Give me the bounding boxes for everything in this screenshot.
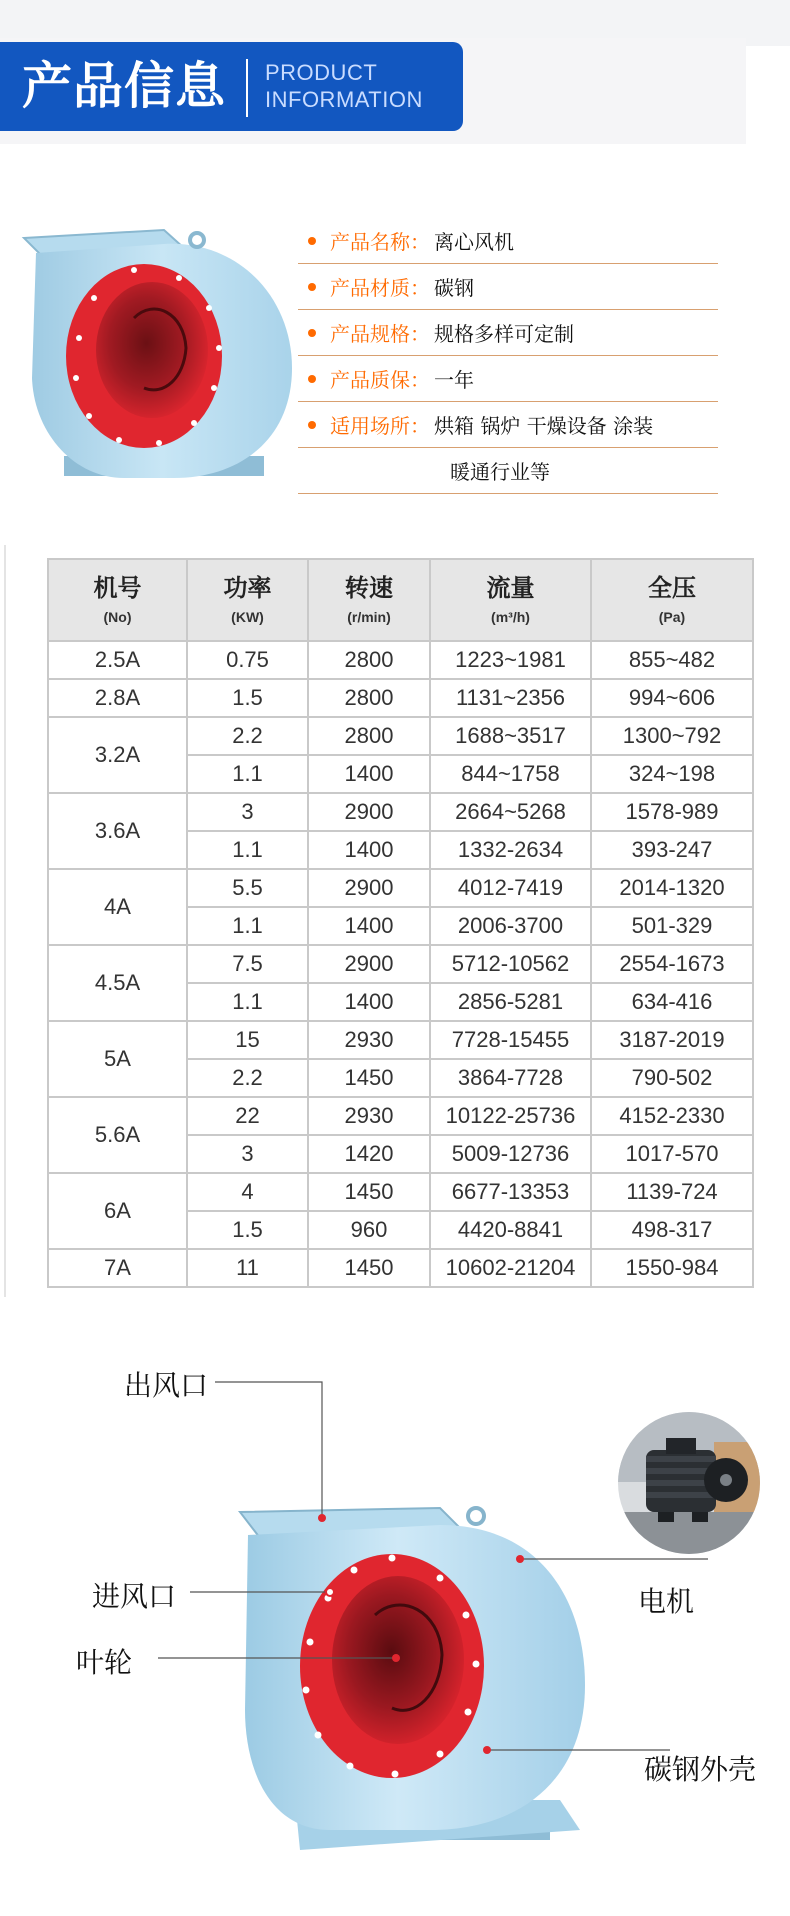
cell-pressure: 393-247 bbox=[591, 831, 753, 869]
cell-flow: 7728-15455 bbox=[430, 1021, 591, 1059]
header-model: 机号 (No) bbox=[48, 559, 187, 641]
cell-flow: 844~1758 bbox=[430, 755, 591, 793]
bullet-dot bbox=[308, 237, 316, 245]
cell-model: 3.6A bbox=[48, 793, 187, 869]
fan-product-image bbox=[14, 228, 294, 496]
cell-pressure: 790-502 bbox=[591, 1059, 753, 1097]
cell-speed: 1400 bbox=[308, 907, 430, 945]
cell-speed: 2930 bbox=[308, 1097, 430, 1135]
table-row bbox=[48, 1097, 753, 1135]
cell-power: 1.1 bbox=[187, 907, 308, 945]
info-value: 暖通行业等 bbox=[450, 460, 550, 484]
cell-pressure: 3187-2019 bbox=[591, 1021, 753, 1059]
cell-flow: 4420-8841 bbox=[430, 1211, 591, 1249]
table-row bbox=[48, 1249, 753, 1287]
cell-pressure: 1017-570 bbox=[591, 1135, 753, 1173]
info-label: 产品质保： bbox=[330, 368, 430, 392]
cell-pressure: 1300~792 bbox=[591, 717, 753, 755]
cell-speed: 1450 bbox=[308, 1059, 430, 1097]
cell-model: 5A bbox=[48, 1021, 187, 1097]
header-pressure: 全压 (Pa) bbox=[591, 559, 753, 641]
cell-model: 5.6A bbox=[48, 1097, 187, 1173]
bullet-dot bbox=[308, 283, 316, 291]
cell-power: 1.1 bbox=[187, 755, 308, 793]
header-power: 功率 (KW) bbox=[187, 559, 308, 641]
bullet-dot bbox=[308, 329, 316, 337]
info-value: 烘箱 锅炉 干燥设备 涂装 bbox=[434, 414, 654, 438]
cell-power: 11 bbox=[187, 1249, 308, 1287]
cell-power: 0.75 bbox=[187, 641, 308, 679]
table-row bbox=[48, 793, 753, 831]
cell-speed: 2800 bbox=[308, 641, 430, 679]
left-divider bbox=[4, 545, 6, 1297]
subtitle-line-1: PRODUCT bbox=[265, 60, 378, 85]
info-row-application bbox=[298, 402, 718, 448]
banner-divider bbox=[246, 59, 248, 117]
impeller-marker bbox=[392, 1654, 400, 1662]
table-row bbox=[48, 945, 753, 983]
table-row bbox=[48, 1021, 753, 1059]
cell-power: 7.5 bbox=[187, 945, 308, 983]
cell-pressure: 2014-1320 bbox=[591, 869, 753, 907]
cell-flow: 5009-12736 bbox=[430, 1135, 591, 1173]
cell-flow: 5712-10562 bbox=[430, 945, 591, 983]
cell-speed: 1420 bbox=[308, 1135, 430, 1173]
cell-power: 1.1 bbox=[187, 831, 308, 869]
header-speed: 转速 (r/min) bbox=[308, 559, 430, 641]
cell-power: 1.5 bbox=[187, 679, 308, 717]
cell-pressure: 994~606 bbox=[591, 679, 753, 717]
cell-flow: 2664~5268 bbox=[430, 793, 591, 831]
cell-pressure: 1578-989 bbox=[591, 793, 753, 831]
cell-speed: 2930 bbox=[308, 1021, 430, 1059]
table-row bbox=[48, 641, 753, 679]
outlet-leader-line bbox=[215, 1382, 322, 1518]
info-row-application-cont bbox=[298, 448, 718, 494]
table-header-row bbox=[48, 559, 753, 641]
info-row-warranty bbox=[298, 356, 718, 402]
label-housing: 碳钢外壳 bbox=[644, 1753, 757, 1786]
info-label: 产品规格： bbox=[330, 322, 430, 346]
table-row bbox=[48, 717, 753, 755]
subtitle-line-2: INFORMATION bbox=[265, 87, 423, 112]
table-body bbox=[48, 641, 753, 1287]
cell-flow: 1131~2356 bbox=[430, 679, 591, 717]
table-row bbox=[48, 1173, 753, 1211]
cell-pressure: 498-317 bbox=[591, 1211, 753, 1249]
cell-flow: 10122-25736 bbox=[430, 1097, 591, 1135]
outlet-marker bbox=[318, 1514, 326, 1522]
section-subtitle bbox=[265, 59, 423, 113]
cell-power: 5.5 bbox=[187, 869, 308, 907]
label-outlet: 出风口 bbox=[124, 1369, 209, 1402]
cell-flow: 1223~1981 bbox=[430, 641, 591, 679]
housing-marker bbox=[483, 1746, 491, 1754]
cell-flow: 2856-5281 bbox=[430, 983, 591, 1021]
info-row-material bbox=[298, 264, 718, 310]
cell-model: 7A bbox=[48, 1249, 187, 1287]
product-info-list bbox=[298, 218, 718, 494]
cell-speed: 2900 bbox=[308, 945, 430, 983]
cell-speed: 1450 bbox=[308, 1249, 430, 1287]
cell-flow: 2006-3700 bbox=[430, 907, 591, 945]
table-row bbox=[48, 869, 753, 907]
cell-pressure: 855~482 bbox=[591, 641, 753, 679]
info-label: 产品名称： bbox=[330, 230, 430, 254]
label-impeller: 叶轮 bbox=[76, 1646, 133, 1679]
motor-marker bbox=[516, 1555, 524, 1563]
cell-pressure: 324~198 bbox=[591, 755, 753, 793]
spec-table bbox=[47, 558, 754, 1288]
bullet-dot bbox=[308, 421, 316, 429]
info-value: 一年 bbox=[434, 368, 474, 392]
cell-speed: 2800 bbox=[308, 679, 430, 717]
cell-pressure: 1139-724 bbox=[591, 1173, 753, 1211]
info-row-spec bbox=[298, 310, 718, 356]
info-row-name bbox=[298, 218, 718, 264]
cell-power: 4 bbox=[187, 1173, 308, 1211]
cell-model: 4A bbox=[48, 869, 187, 945]
cell-power: 2.2 bbox=[187, 1059, 308, 1097]
cell-model: 3.2A bbox=[48, 717, 187, 793]
cell-speed: 1450 bbox=[308, 1173, 430, 1211]
cell-flow: 1688~3517 bbox=[430, 717, 591, 755]
cell-pressure: 634-416 bbox=[591, 983, 753, 1021]
info-value: 离心风机 bbox=[434, 230, 514, 254]
cell-power: 3 bbox=[187, 793, 308, 831]
cell-pressure: 2554-1673 bbox=[591, 945, 753, 983]
cell-flow: 10602-21204 bbox=[430, 1249, 591, 1287]
cell-speed: 1400 bbox=[308, 983, 430, 1021]
cell-model: 4.5A bbox=[48, 945, 187, 1021]
cell-power: 15 bbox=[187, 1021, 308, 1059]
cell-speed: 2800 bbox=[308, 717, 430, 755]
cell-pressure: 1550-984 bbox=[591, 1249, 753, 1287]
info-value: 规格多样可定制 bbox=[434, 322, 574, 346]
bullet-dot bbox=[308, 375, 316, 383]
cell-flow: 1332-2634 bbox=[430, 831, 591, 869]
header-flow: 流量 (m³/h) bbox=[430, 559, 591, 641]
label-inlet: 进风口 bbox=[92, 1580, 177, 1613]
cell-speed: 1400 bbox=[308, 755, 430, 793]
table-row bbox=[48, 679, 753, 717]
cell-speed: 1400 bbox=[308, 831, 430, 869]
cell-pressure: 4152-2330 bbox=[591, 1097, 753, 1135]
info-label: 产品材质： bbox=[330, 276, 430, 300]
cell-model: 6A bbox=[48, 1173, 187, 1249]
cell-power: 1.5 bbox=[187, 1211, 308, 1249]
cell-speed: 2900 bbox=[308, 793, 430, 831]
inlet-marker bbox=[326, 1588, 334, 1596]
cell-flow: 4012-7419 bbox=[430, 869, 591, 907]
cell-power: 22 bbox=[187, 1097, 308, 1135]
label-motor: 电机 bbox=[638, 1585, 695, 1618]
cell-flow: 3864-7728 bbox=[430, 1059, 591, 1097]
cell-flow: 6677-13353 bbox=[430, 1173, 591, 1211]
cell-power: 3 bbox=[187, 1135, 308, 1173]
cell-speed: 2900 bbox=[308, 869, 430, 907]
info-value: 碳钢 bbox=[434, 276, 474, 300]
section-banner bbox=[0, 42, 463, 131]
cell-model: 2.5A bbox=[48, 641, 187, 679]
cell-power: 2.2 bbox=[187, 717, 308, 755]
cell-pressure: 501-329 bbox=[591, 907, 753, 945]
cell-speed: 960 bbox=[308, 1211, 430, 1249]
info-label: 适用场所： bbox=[330, 414, 430, 438]
cell-model: 2.8A bbox=[48, 679, 187, 717]
motor-photo bbox=[618, 1412, 760, 1554]
cell-power: 1.1 bbox=[187, 983, 308, 1021]
section-title: 产品信息 bbox=[22, 57, 226, 115]
